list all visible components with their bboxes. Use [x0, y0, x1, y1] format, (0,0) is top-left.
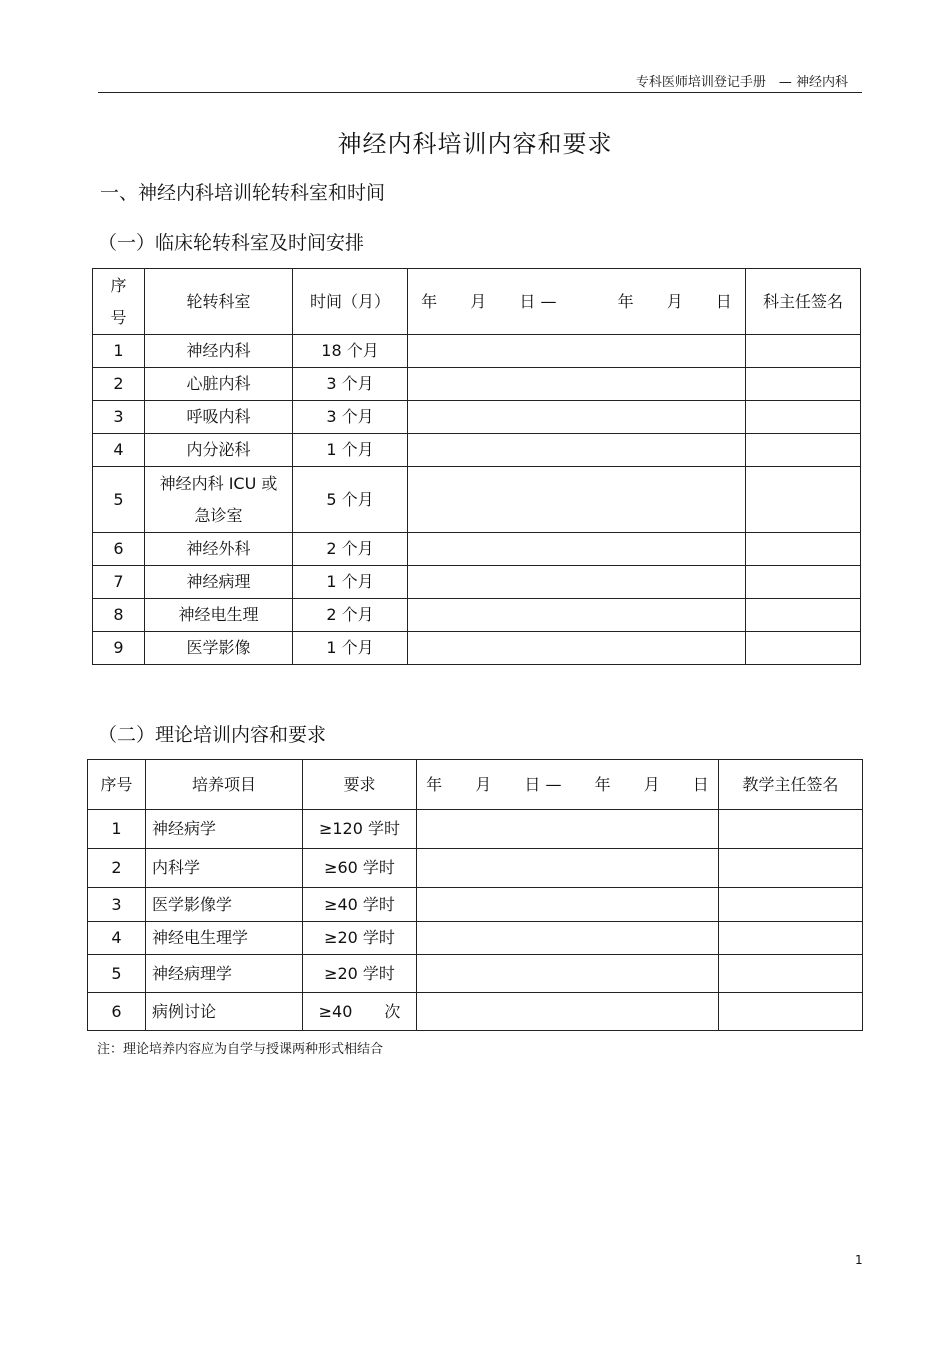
table-row — [93, 599, 861, 632]
date-year2: 年 — [617, 291, 634, 311]
row-dept: 神经外科 — [145, 533, 293, 566]
table-row — [88, 993, 863, 1031]
date-month2: 月 — [643, 774, 660, 794]
date-month1: 月 — [470, 291, 487, 311]
page-number: 1 — [855, 1253, 863, 1267]
row-no: 9 — [93, 632, 145, 665]
table-row — [88, 888, 863, 922]
row-time: 1 个月 — [293, 566, 408, 599]
row-dept-line2: 急诊室 — [194, 505, 243, 525]
row-time: 18 个月 — [293, 335, 408, 368]
row-sign-cell[interactable] — [746, 533, 861, 566]
row-item: 神经病理学 — [146, 955, 303, 993]
row-date-cell[interactable] — [417, 922, 719, 955]
date-day1: 日 — — [524, 774, 562, 794]
row-no: 6 — [88, 993, 146, 1031]
header-cell-item: 培养项目 — [146, 760, 303, 810]
row-sign-cell[interactable] — [746, 599, 861, 632]
row-sign-cell[interactable] — [746, 335, 861, 368]
header-text: 专科医师培训登记手册 — 神经内科 — [635, 75, 848, 90]
row-req: ≥120 学时 — [303, 810, 417, 849]
row-date-cell[interactable] — [408, 401, 746, 434]
row-dept: 神经内科 — [145, 335, 293, 368]
row-date-cell[interactable] — [408, 467, 746, 533]
row-no: 3 — [93, 401, 145, 434]
table-row — [88, 810, 863, 849]
row-dept — [145, 467, 293, 533]
row-item: 医学影像学 — [146, 888, 303, 922]
header-cell-sign: 教学主任签名 — [719, 760, 863, 810]
date-month1: 月 — [475, 774, 492, 794]
header-cell-no — [93, 269, 145, 335]
row-item: 病例讨论 — [146, 993, 303, 1031]
row-dept: 神经病理 — [145, 566, 293, 599]
table-row — [93, 434, 861, 467]
row-sign-cell[interactable] — [719, 955, 863, 993]
row-req: ≥40 学时 — [303, 888, 417, 922]
row-sign-cell[interactable] — [746, 566, 861, 599]
row-sign-cell[interactable] — [719, 993, 863, 1031]
rotation-table — [92, 268, 861, 665]
table-header-row — [88, 760, 863, 810]
row-no: 3 — [88, 888, 146, 922]
row-sign-cell[interactable] — [746, 467, 861, 533]
row-no: 2 — [88, 849, 146, 888]
row-date-cell[interactable] — [408, 368, 746, 401]
theory-table — [87, 759, 863, 1031]
row-date-cell[interactable] — [408, 599, 746, 632]
row-no: 6 — [93, 533, 145, 566]
row-date-cell[interactable] — [417, 955, 719, 993]
row-sign-cell[interactable] — [719, 849, 863, 888]
row-date-cell[interactable] — [417, 888, 719, 922]
row-req: ≥20 学时 — [303, 955, 417, 993]
table-row — [93, 533, 861, 566]
row-date-cell[interactable] — [417, 810, 719, 849]
row-sign-cell[interactable] — [746, 401, 861, 434]
date-month2: 月 — [666, 291, 683, 311]
row-date-cell[interactable] — [417, 993, 719, 1031]
row-dept: 呼吸内科 — [145, 401, 293, 434]
row-req: ≥60 学时 — [303, 849, 417, 888]
header-no-line2: 号 — [110, 307, 127, 327]
row-sign-cell[interactable] — [746, 632, 861, 665]
date-year2: 年 — [594, 774, 611, 794]
table-row — [88, 955, 863, 993]
row-no: 5 — [93, 467, 145, 533]
row-req: ≥40 次 — [303, 993, 417, 1031]
row-time: 5 个月 — [293, 467, 408, 533]
header-cell-date — [417, 760, 719, 810]
row-item: 神经电生理学 — [146, 922, 303, 955]
header-no-line1: 序 — [110, 275, 127, 295]
row-no: 1 — [88, 810, 146, 849]
row-time: 1 个月 — [293, 632, 408, 665]
header-cell-sign: 科主任签名 — [746, 269, 861, 335]
header-cell-no: 序号 — [88, 760, 146, 810]
table-row — [88, 849, 863, 888]
date-year1: 年 — [421, 291, 438, 311]
section1-subheading: （一）临床轮转科室及时间安排 — [98, 232, 365, 254]
row-date-cell[interactable] — [408, 533, 746, 566]
row-no: 8 — [93, 599, 145, 632]
header-cell-time: 时间（月） — [293, 269, 408, 335]
row-dept: 医学影像 — [145, 632, 293, 665]
date-day1: 日 — — [519, 291, 557, 311]
section2-subheading: （二）理论培训内容和要求 — [98, 724, 327, 746]
row-sign-cell[interactable] — [719, 922, 863, 955]
page-header — [98, 68, 862, 93]
row-req: ≥20 学时 — [303, 922, 417, 955]
row-sign-cell[interactable] — [719, 888, 863, 922]
row-time: 2 个月 — [293, 533, 408, 566]
row-sign-cell[interactable] — [746, 368, 861, 401]
row-time: 3 个月 — [293, 401, 408, 434]
date-day2: 日 — [692, 774, 709, 794]
row-sign-cell[interactable] — [719, 810, 863, 849]
row-item: 神经病学 — [146, 810, 303, 849]
table-row — [93, 401, 861, 434]
date-year1: 年 — [426, 774, 443, 794]
row-no: 1 — [93, 335, 145, 368]
row-sign-cell[interactable] — [746, 434, 861, 467]
header-cell-date — [408, 269, 746, 335]
row-no: 2 — [93, 368, 145, 401]
row-date-cell[interactable] — [408, 434, 746, 467]
table-header-row — [93, 269, 861, 335]
row-dept: 内分泌科 — [145, 434, 293, 467]
row-item: 内科学 — [146, 849, 303, 888]
row-dept: 神经电生理 — [145, 599, 293, 632]
table-row — [93, 335, 861, 368]
row-no: 5 — [88, 955, 146, 993]
header-cell-dept: 轮转科室 — [145, 269, 293, 335]
table-row — [93, 566, 861, 599]
row-time: 3 个月 — [293, 368, 408, 401]
header-cell-req: 要求 — [303, 760, 417, 810]
row-time: 1 个月 — [293, 434, 408, 467]
row-date-cell[interactable] — [408, 335, 746, 368]
row-date-cell[interactable] — [408, 566, 746, 599]
row-no: 4 — [88, 922, 146, 955]
row-no: 7 — [93, 566, 145, 599]
section1-heading: 一、神经内科培训轮转科室和时间 — [100, 182, 386, 204]
table-row — [93, 632, 861, 665]
table-row — [93, 467, 861, 533]
row-time: 2 个月 — [293, 599, 408, 632]
row-no: 4 — [93, 434, 145, 467]
row-dept: 心脏内科 — [145, 368, 293, 401]
row-dept-line1: 神经内科 ICU 或 — [159, 473, 278, 493]
table-row — [88, 922, 863, 955]
row-date-cell[interactable] — [408, 632, 746, 665]
footnote: 注：理论培养内容应为自学与授课两种形式相结合 — [97, 1042, 384, 1057]
row-date-cell[interactable] — [417, 849, 719, 888]
table-row — [93, 368, 861, 401]
page-title: 神经内科培训内容和要求 — [337, 130, 613, 158]
date-day2: 日 — [715, 291, 732, 311]
